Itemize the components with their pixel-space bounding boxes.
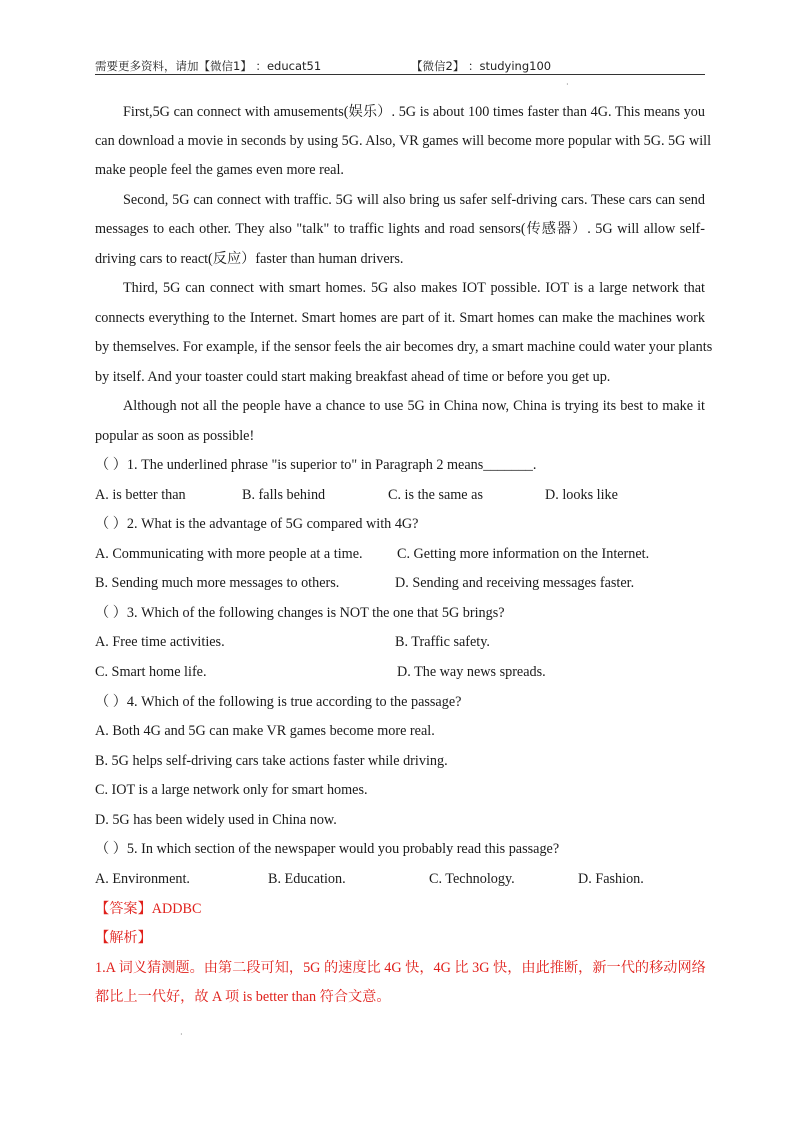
question-2-option-b: B. Sending much more messages to others. <box>95 575 340 591</box>
question-4-option-d: D. 5G has been widely used in China now. <box>95 812 337 828</box>
question-2-option-a: A. Communicating with more people at a time. <box>95 546 363 562</box>
question-1-stem: （ ）1. The underlined phrase "is superior to" in Paragraph 2 means_______. <box>95 457 537 473</box>
question-5-option-c: C. Technology. <box>429 871 515 887</box>
passage-line: Second, 5G can connect with traffic. 5G will also bring us safer self-driving cars. These cars can send <box>123 192 705 208</box>
question-1-option-a: A. is better than <box>95 487 186 503</box>
question-4-option-b: B. 5G helps self-driving cars take actions faster while driving. <box>95 753 448 769</box>
page-header <box>95 56 705 74</box>
question-3-option-a: A. Free time activities. <box>95 634 225 650</box>
question-1-option-d: D. looks like <box>545 487 618 503</box>
passage-line: connects everything to the Internet. Smart homes are part of it. Smart homes can make the machines work <box>95 310 705 326</box>
question-3-option-d: D. The way news spreads. <box>397 664 546 680</box>
question-1-option-c: C. is the same as <box>388 487 483 503</box>
question-5-stem: （ ）5. In which section of the newspaper would you probably read this passage? <box>95 841 560 857</box>
question-3-stem: （ ）3. Which of the following changes is NOT the one that 5G brings? <box>95 605 505 621</box>
question-3-option-c: C. Smart home life. <box>95 664 207 680</box>
header-rule <box>95 74 705 75</box>
passage-line: Although not all the people have a chance to use 5G in China now, China is trying its best to make it <box>123 398 705 414</box>
question-4-option-a: A. Both 4G and 5G can make VR games become more real. <box>95 723 435 739</box>
question-5-option-d: D. Fashion. <box>578 871 644 887</box>
answer-key: 【答案】ADDBC <box>95 901 202 917</box>
question-1-option-b: B. falls behind <box>242 487 326 503</box>
passage-line: by itself. And your toaster could start making breakfast ahead of time or before you get up. <box>95 369 611 385</box>
passage-line: popular as soon as possible! <box>95 428 255 444</box>
analysis-heading: 【解析】 <box>95 930 152 946</box>
question-5-option-a: A. Environment. <box>95 871 190 887</box>
question-2-option-d: D. Sending and receiving messages faster. <box>395 575 635 591</box>
question-4-option-c: C. IOT is a large network only for smart homes. <box>95 782 368 798</box>
header-contact-1: 需要更多资料，请加【微信1】 ：educat51 <box>95 59 322 73</box>
passage-line: Third, 5G can connect with smart homes. 5G also makes IOT possible. IOT is a large network that <box>123 280 705 296</box>
question-5-option-b: B. Education. <box>268 871 346 887</box>
analysis-line: 1.A 词义猜测题。由第二段可知，5G 的速度比 4G 快，4G 比 3G 快，由此推断，新一代的移动网络 <box>95 960 706 976</box>
header-contact-2: 【微信2】 ：studying100 <box>411 59 552 73</box>
passage-line: make people feel the games even more real. <box>95 162 344 178</box>
question-4-stem: （ ）4. Which of the following is true according to the passage? <box>95 694 462 710</box>
question-2-stem: （ ）2. What is the advantage of 5G compared with 4G? <box>95 516 419 532</box>
analysis-line: 都比上一代好，故 A 项 is better than 符合文意。 <box>95 989 391 1005</box>
passage-line: messages to each other. They also "talk" to traffic lights and road sensors(传感器）. 5G will allow self- <box>95 221 705 237</box>
footer-dot: · <box>180 1030 183 1039</box>
passage-line: driving cars to react(反应）faster than human drivers. <box>95 251 404 267</box>
passage-line: First,5G can connect with amusements(娱乐）. 5G is about 100 times faster than 4G. This means you <box>123 104 705 120</box>
question-2-option-c: C. Getting more information on the Internet. <box>397 546 650 562</box>
passage-line: by themselves. For example, if the sensor feels the air becomes dry, a smart machine could water your plants <box>95 339 713 355</box>
passage-line: can download a movie in seconds by using 5G. Also, VR games will become more popular with 5G. 5G will <box>95 133 712 149</box>
question-3-option-b: B. Traffic safety. <box>395 634 490 650</box>
header-dot: · <box>566 80 569 89</box>
